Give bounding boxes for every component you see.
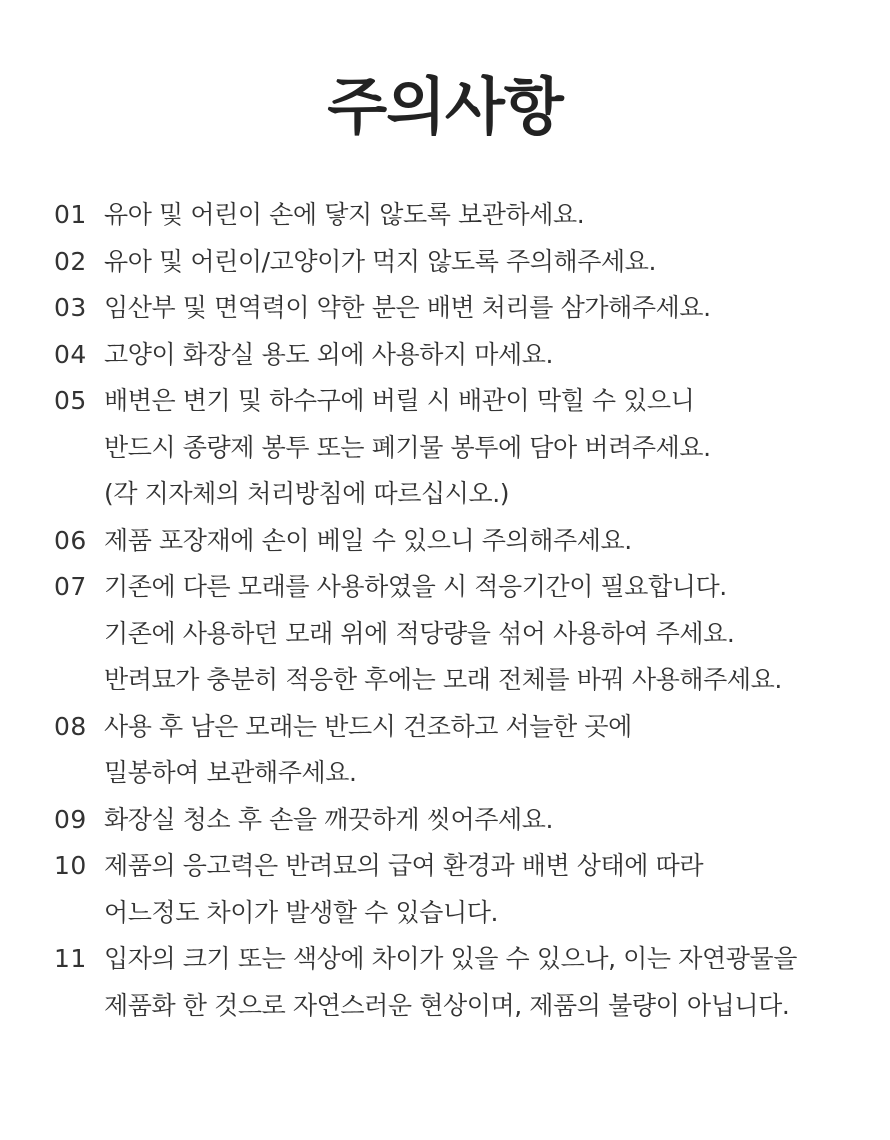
caution-item-line: 제품 포장재에 손이 베일 수 있으니 주의해주세요. bbox=[104, 525, 632, 555]
caution-item-line: 사용 후 남은 모래는 반드시 건조하고 서늘한 곳에 bbox=[104, 711, 632, 741]
caution-item bbox=[54, 704, 854, 797]
caution-item-line: 임산부 및 면역력이 약한 분은 배변 처리를 삼가해주세요. bbox=[104, 293, 711, 322]
caution-item bbox=[54, 192, 854, 239]
caution-item-line: 어느정도 차이가 발생할 수 있습니다. bbox=[104, 897, 498, 927]
caution-item-line: 제품화 한 것으로 자연스러운 현상이며, 제품의 불량이 아닙니다. bbox=[104, 990, 790, 1020]
caution-item-line: 밀봉하여 보관해주세요. bbox=[104, 758, 357, 787]
caution-item-line: 제품의 응고력은 반려묘의 급여 환경과 배변 상태에 따라 bbox=[104, 851, 704, 880]
caution-item-line: 유아 및 어린이/고양이가 먹지 않도록 주의해주세요. bbox=[104, 246, 657, 276]
caution-item bbox=[54, 518, 854, 565]
caution-item-line: 화장실 청소 후 손을 깨끗하게 씻어주세요. bbox=[104, 804, 554, 834]
caution-item-number: 11 bbox=[54, 944, 87, 973]
caution-item-text bbox=[104, 564, 854, 704]
caution-item bbox=[54, 564, 854, 704]
caution-item bbox=[54, 843, 854, 936]
caution-item-text bbox=[104, 518, 854, 565]
caution-item-line: 기존에 사용하던 모래 위에 적당량을 섞어 사용하여 주세요. bbox=[104, 618, 735, 648]
caution-item-line: 유아 및 어린이 손에 닿지 않도록 보관하세요. bbox=[104, 200, 585, 229]
caution-item-text bbox=[104, 332, 854, 379]
caution-item bbox=[54, 285, 854, 332]
caution-item-line: 배변은 변기 및 하수구에 버릴 시 배관이 막힐 수 있으니 bbox=[104, 386, 695, 415]
caution-item-line: 기존에 다른 모래를 사용하였을 시 적응기간이 필요합니다. bbox=[104, 572, 727, 601]
caution-item-number: 03 bbox=[54, 293, 87, 322]
caution-item-line: 반드시 종량제 봉투 또는 폐기물 봉투에 담아 버려주세요. bbox=[104, 432, 711, 462]
caution-item-text bbox=[104, 378, 854, 518]
caution-item-number: 09 bbox=[54, 804, 87, 834]
caution-item-text bbox=[104, 797, 854, 844]
caution-item bbox=[54, 936, 854, 1029]
caution-item-line: 입자의 크기 또는 색상에 차이가 있을 수 있으나, 이는 자연광물을 bbox=[104, 944, 797, 973]
caution-item-text bbox=[104, 285, 854, 332]
caution-item-line: 반려묘가 충분히 적응한 후에는 모래 전체를 바꿔 사용해주세요. bbox=[104, 665, 782, 694]
caution-item-number: 10 bbox=[54, 851, 87, 880]
caution-item-text bbox=[104, 704, 854, 797]
caution-item-number: 02 bbox=[54, 246, 87, 276]
caution-item bbox=[54, 378, 854, 518]
caution-item-number: 06 bbox=[54, 525, 87, 555]
caution-item-number: 04 bbox=[54, 339, 87, 369]
caution-item-number: 08 bbox=[54, 711, 87, 741]
caution-item-line: 고양이 화장실 용도 외에 사용하지 마세요. bbox=[104, 339, 554, 369]
caution-item-line: (각 지자체의 처리방침에 따르십시오.) bbox=[104, 479, 510, 508]
caution-item-text bbox=[104, 843, 854, 936]
caution-item-number: 01 bbox=[54, 200, 87, 229]
page-title: 주의사항 bbox=[327, 70, 563, 143]
caution-item bbox=[54, 797, 854, 844]
caution-item-number: 05 bbox=[54, 386, 87, 415]
caution-item bbox=[54, 332, 854, 379]
caution-list bbox=[54, 192, 854, 1029]
caution-item-number: 07 bbox=[54, 572, 87, 601]
caution-item-text bbox=[104, 192, 854, 239]
caution-item bbox=[54, 239, 854, 286]
caution-item-text bbox=[104, 239, 854, 286]
caution-item-text bbox=[104, 936, 854, 1029]
